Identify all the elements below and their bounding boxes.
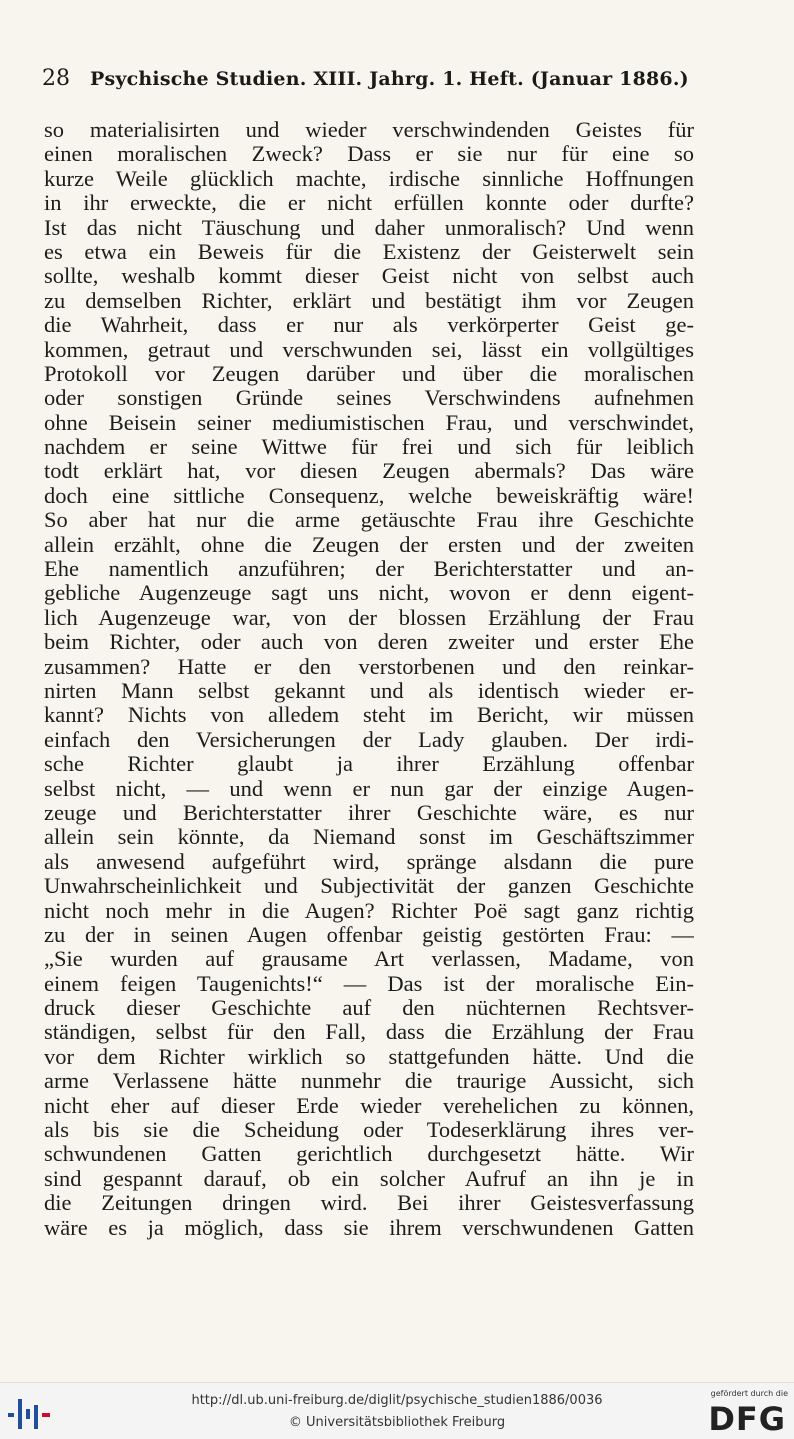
text-line: als anwesend aufgeführt wird, spränge alsdann die pure	[44, 849, 694, 874]
text-line: lich Augenzeuge war, von der blossen Erzählung der Frau	[44, 605, 694, 630]
text-line: gebliche Augenzeuge sagt uns nicht, wovon er denn eigent-	[44, 581, 694, 606]
text-line: todt erklärt hat, vor diesen Zeugen abermals? Das wäre	[44, 459, 694, 484]
text-line: sind gespannt darauf, ob ein solcher Aufruf an ihn je in	[44, 1166, 694, 1191]
text-line: vor dem Richter wirklich so stattgefunden hätte. Und die	[44, 1044, 694, 1069]
text-line: als bis sie die Scheidung oder Todeserklärung ihres ver-	[44, 1118, 694, 1143]
copyright-notice: © Universitätsbibliothek Freiburg	[288, 1415, 506, 1430]
text-line: die Wahrheit, dass er nur als verkörperter Geist ge-	[44, 313, 694, 338]
text-line: ständigen, selbst für den Fall, dass die Erzählung der Frau	[44, 1020, 694, 1045]
text-line: in ihr erweckte, die er nicht erfüllen konnte oder durfte?	[44, 191, 694, 216]
text-line: Ehe namentlich anzuführen; der Berichterstatter und an-	[44, 557, 694, 582]
text-line: die Zeitungen dringen wird. Bei ihrer Geistesverfassung	[44, 1191, 694, 1216]
text-line: ohne Beisein seiner mediumistischen Frau, und verschwindet,	[44, 410, 694, 435]
text-line: nachdem er seine Wittwe für frei und sich für leiblich	[44, 435, 694, 460]
text-line: doch eine sittliche Consequenz, welche beweiskräftig wäre!	[44, 483, 694, 508]
text-line: einem feigen Taugenichts!“ — Das ist der moralische Ein-	[44, 971, 694, 996]
text-line: oder sonstigen Gründe seines Verschwindens aufnehmen	[44, 386, 694, 411]
footer-bar	[0, 1382, 794, 1439]
text-line: beim Richter, oder auch von deren zweiter und erster Ehe	[44, 630, 694, 655]
text-line: zusammen? Hatte er den verstorbenen und den reinkar-	[44, 654, 694, 679]
text-line: so materialisirten und wieder verschwindenden Geistes für	[44, 118, 694, 142]
text-line: sollte, weshalb kommt dieser Geist nicht von selbst auch	[44, 264, 694, 289]
page-header	[42, 66, 689, 96]
page-number: 28	[42, 66, 70, 91]
text-line: einfach den Versicherungen der Lady glauben. Der irdi-	[44, 727, 694, 752]
text-line: nirten Mann selbst gekannt und als identisch wieder er-	[44, 678, 694, 703]
text-line: kannt? Nichts von alledem steht im Bericht, wir müssen	[44, 703, 694, 728]
text-line: nicht eher auf dieser Erde wieder verehelichen zu können,	[44, 1093, 694, 1118]
text-line: zu der in seinen Augen offenbar geistig gestörten Frau: —	[44, 922, 694, 947]
text-line: Protokoll vor Zeugen darüber und über die moralischen	[44, 361, 694, 386]
text-line: zeuge und Berichterstatter ihrer Geschichte wäre, es nur	[44, 800, 694, 825]
dfg-logo	[698, 1389, 788, 1438]
text-line: „Sie wurden auf grausame Art verlassen, Madame, von	[44, 947, 694, 972]
text-line: allein sein könnte, da Niemand sonst im Geschäftszimmer	[44, 825, 694, 850]
text-line: einen moralischen Zweck? Dass er sie nur für eine so	[44, 142, 694, 167]
text-line: arme Verlassene hätte nunmehr die traurige Aussicht, sich	[44, 1069, 694, 1094]
text-line: schwundenen Gatten gerichtlich durchgesetzt hätte. Wir	[44, 1142, 694, 1167]
text-line: es etwa ein Beweis für die Existenz der Geisterwelt sein	[44, 239, 694, 264]
text-line: sche Richter glaubt ja ihrer Erzählung offenbar	[44, 752, 694, 777]
text-line: Ist das nicht Täuschung und daher unmoralisch? Und wenn	[44, 215, 694, 240]
text-line: zu demselben Richter, erklärt und bestätigt ihm vor Zeugen	[44, 288, 694, 313]
text-line: kurze Weile glücklich machte, irdische sinnliche Hoffnungen	[44, 166, 694, 191]
body-text	[44, 118, 694, 1240]
source-url[interactable]: http://dl.ub.uni-freiburg.de/diglit/psychische_studien1886/0036	[191, 1393, 603, 1408]
text-line: kommen, getraut und verschwunden sei, lässt ein vollgültiges	[44, 337, 694, 362]
dfg-logo-text: DFG	[708, 1400, 786, 1438]
text-line: Unwahrscheinlichkeit und Subjectivität der ganzen Geschichte	[44, 874, 694, 899]
text-line: druck dieser Geschichte auf den nüchternen Rechtsver-	[44, 996, 694, 1021]
text-line: nicht noch mehr in die Augen? Richter Poë sagt ganz richtig	[44, 898, 694, 923]
text-line: allein erzählt, ohne die Zeugen der ersten und der zweiten	[44, 532, 694, 557]
text-line: wäre es ja möglich, dass sie ihrem verschwundenen Gatten	[44, 1215, 694, 1240]
text-line: So aber hat nur die arme getäuschte Frau ihre Geschichte	[44, 508, 694, 533]
running-title: Psychische Studien. XIII. Jahrg. 1. Heft. (Januar 1886.)	[90, 68, 689, 90]
dfg-caption: gefördert durch die	[710, 1389, 788, 1398]
text-line: selbst nicht, — und wenn er nun gar der einzige Augen-	[44, 776, 694, 801]
